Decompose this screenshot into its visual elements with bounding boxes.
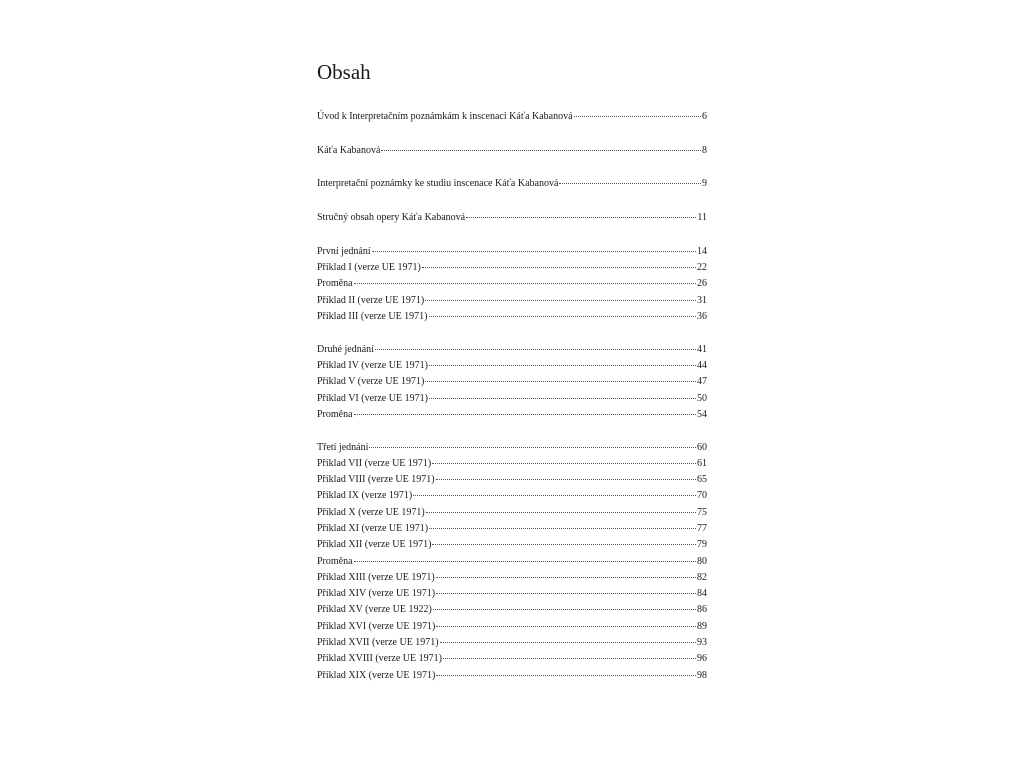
toc-entry-page: 89 [697, 620, 707, 632]
toc-entry-page: 54 [697, 408, 707, 420]
dot-leader [436, 665, 696, 676]
dot-leader [354, 273, 696, 284]
toc-entry-label: Příklad V (verze UE 1971) [317, 376, 425, 388]
dot-leader [429, 306, 696, 317]
toc-entry-page: 44 [697, 359, 707, 371]
toc-entry-label: Příklad XVIII (verze UE 1971) [317, 653, 442, 665]
toc-entry[interactable] [317, 308, 707, 324]
toc-entry-page: 84 [697, 588, 707, 600]
toc-entry-page: 98 [697, 669, 707, 681]
dot-leader [425, 371, 696, 382]
toc-entry[interactable] [317, 406, 707, 422]
toc-entry-page: 6 [702, 111, 707, 122]
toc-entry-label: Příklad XVI (verze UE 1971) [317, 620, 436, 632]
toc-entry-page: 93 [697, 637, 707, 649]
toc-entry[interactable] [317, 108, 707, 124]
toc-entry-label: Příklad XV (verze UE 1922) [317, 604, 432, 616]
toc-entry-page: 70 [697, 490, 707, 502]
toc-entry-label: Proměna [317, 555, 353, 567]
toc-entry-page: 31 [697, 294, 707, 306]
dot-leader [425, 290, 696, 301]
toc-entry[interactable] [317, 209, 707, 225]
toc-entry-label: Třetí jednání [317, 441, 369, 453]
toc-entry-page: 26 [697, 278, 707, 290]
dot-leader [429, 355, 696, 366]
dot-leader [432, 534, 696, 545]
toc-entry-label: Úvod k Interpretačním poznámkám k inscenaci Káťa Kabanová [317, 111, 573, 122]
dot-leader [440, 632, 696, 643]
dot-leader [354, 551, 696, 562]
dot-leader [559, 173, 701, 184]
dot-leader [574, 106, 701, 117]
table-of-contents [317, 108, 707, 683]
toc-entry-label: Příklad VI (verze UE 1971) [317, 392, 428, 404]
toc-entry-page: 79 [697, 539, 707, 551]
toc-entry-label: Příklad VII (verze UE 1971) [317, 457, 432, 469]
toc-entry-page: 11 [697, 212, 707, 224]
dot-leader [372, 241, 696, 252]
toc-entry-page: 96 [697, 653, 707, 665]
toc-entry-page: 9 [702, 178, 707, 190]
toc-entry-page: 8 [702, 144, 707, 156]
dot-leader [436, 616, 696, 627]
dot-leader [375, 339, 696, 350]
toc-entry-label: Příklad VIII (verze UE 1971) [317, 474, 435, 486]
toc-entry-label: Příklad XI (verze UE 1971) [317, 522, 429, 534]
toc-entry-page: 61 [697, 457, 707, 469]
toc-entry-label: Interpretační poznámky ke studiu inscenace Káťa Kabanová [317, 178, 559, 190]
toc-entry-label: Příklad XVII (verze UE 1971) [317, 637, 439, 649]
dot-leader [432, 453, 696, 464]
toc-entry-label: Proměna [317, 278, 353, 290]
toc-entry-label: Příklad XII (verze UE 1971) [317, 539, 432, 551]
toc-entry-label: Druhé jednání [317, 343, 374, 355]
toc-entry-page: 36 [697, 310, 707, 322]
toc-entry-label: Příklad III (verze UE 1971) [317, 310, 428, 322]
page-title: Obsah [317, 60, 371, 84]
dot-leader [426, 502, 696, 513]
dot-leader [369, 437, 696, 448]
dot-leader [422, 257, 696, 268]
dot-leader [413, 485, 696, 496]
toc-entry-label: Příklad IX (verze 1971) [317, 490, 413, 502]
dot-leader [436, 583, 696, 594]
toc-entry-page: 77 [697, 522, 707, 534]
toc-entry-label: Příklad XIX (verze UE 1971) [317, 669, 436, 681]
toc-entry-page: 14 [697, 245, 707, 257]
toc-entry-page: 41 [697, 343, 707, 355]
toc-entry-label: Proměna [317, 408, 353, 420]
toc-entry-page: 60 [697, 441, 707, 453]
dot-leader [436, 469, 696, 480]
toc-entry[interactable] [317, 175, 707, 191]
toc-entry-page: 82 [697, 571, 707, 583]
toc-entry-page: 80 [697, 555, 707, 567]
toc-entry-label: Stručný obsah opery Káťa Kabanová [317, 212, 466, 224]
toc-entry-label: Příklad X (verze UE 1971) [317, 506, 425, 518]
toc-entry-page: 22 [697, 262, 707, 274]
toc-entry-label: Příklad XIV (verze UE 1971) [317, 588, 436, 600]
dot-leader [429, 518, 696, 529]
dot-leader [354, 404, 696, 415]
dot-leader [443, 648, 696, 659]
toc-entry-page: 50 [697, 392, 707, 404]
toc-entry-page: 86 [697, 604, 707, 616]
toc-entry-label: Příklad XIII (verze UE 1971) [317, 571, 435, 583]
toc-entry-label: Příklad II (verze UE 1971) [317, 294, 425, 306]
toc-entry-label: Příklad I (verze UE 1971) [317, 262, 421, 274]
toc-entry-page: 75 [697, 506, 707, 518]
dot-leader [466, 207, 696, 218]
toc-entry-label: První jednání [317, 245, 371, 257]
dot-leader [381, 140, 701, 151]
toc-entry-page: 47 [697, 376, 707, 388]
dot-leader [429, 388, 696, 399]
toc-entry-label: Příklad IV (verze UE 1971) [317, 359, 428, 371]
toc-entry-label: Káťa Kabanová [317, 144, 381, 156]
toc-entry[interactable] [317, 142, 707, 158]
dot-leader [433, 599, 696, 610]
toc-entry-page: 65 [697, 474, 707, 486]
dot-leader [436, 567, 696, 578]
toc-entry[interactable] [317, 667, 707, 683]
